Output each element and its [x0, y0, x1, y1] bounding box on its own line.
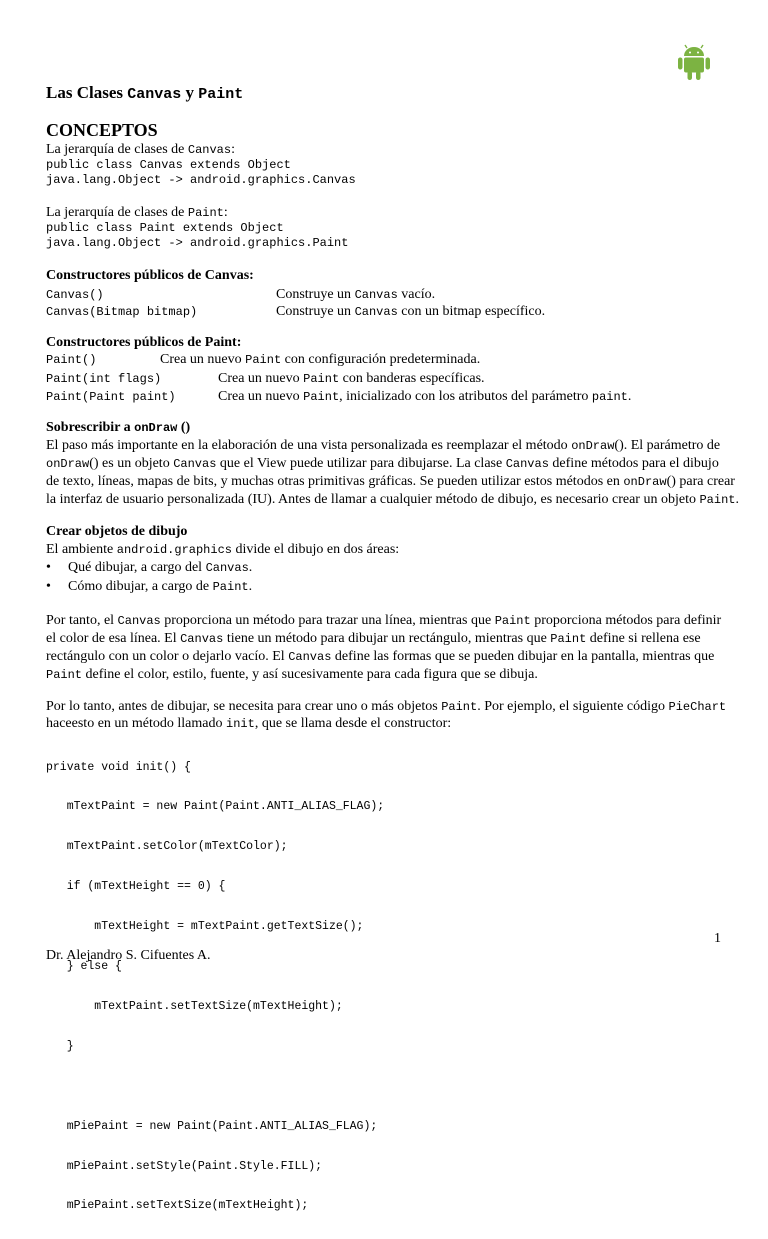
portanto-paragraph-line: Por tanto, el Canvas proporciona un método para trazar una línea, mientras que Paint proporciona métodos para definir — [46, 613, 722, 628]
crear-heading: Crear objetos de dibujo — [46, 524, 188, 539]
code-line: mPiePaint.setStyle(Paint.Style.FILL); — [46, 1159, 323, 1173]
list-item-text: Cómo dibujar, a cargo de Paint. — [68, 579, 253, 594]
canvas-hierarchy-text: La jerarquía de clases de Canvas: — [46, 142, 235, 157]
canvas-ctor-sig: Canvas() — [46, 288, 104, 302]
code-block — [46, 734, 384, 1239]
code-line: } else { — [46, 960, 122, 974]
paint-ctor-sig: Paint(Paint paint) — [46, 390, 176, 404]
ondraw-paragraph-line: onDraw() es un objeto Canvas que el View puede utilizar para dibujarse. La clase Canvas define métodos para el dibujo — [46, 456, 719, 471]
code-line — [46, 1080, 384, 1093]
canvas-chain: java.lang.Object -> android.graphics.Canvas — [46, 173, 356, 187]
paint-declaration: public class Paint extends Object — [46, 221, 284, 235]
bullet-icon: • — [46, 579, 51, 594]
code-line: } — [46, 1039, 74, 1053]
bullet-icon: • — [46, 560, 51, 575]
paint-ctor-sig: Paint(int flags) — [46, 372, 162, 386]
paint-chain: java.lang.Object -> android.graphics.Paint — [46, 236, 349, 250]
android-robot-icon — [677, 44, 711, 82]
code-line: mTextPaint.setTextSize(mTextHeight); — [46, 999, 343, 1013]
canvas-ctor-desc: Construye un Canvas con un bitmap específico. — [276, 304, 546, 319]
code-line: mTextHeight = mTextPaint.getTextSize(); — [46, 920, 364, 934]
section-heading-conceptos: CONCEPTOS — [46, 120, 158, 140]
ondraw-heading: Sobrescribir a onDraw () — [46, 420, 191, 435]
code-line: if (mTextHeight == 0) { — [46, 880, 226, 894]
page-number: 1 — [714, 931, 721, 946]
ondraw-paragraph-line: El paso más importante en la elaboración de una vista personalizada es reemplazar el método onDraw(). El parámetro de — [46, 438, 721, 453]
portanto-paragraph-line: el color de esa línea. El Canvas tiene un método para dibujar un rectángulo, mientras que Paint define si rellena ese — [46, 631, 701, 646]
paint-hierarchy-text: La jerarquía de clases de Paint: — [46, 205, 228, 220]
code-line: mTextPaint = new Paint(Paint.ANTI_ALIAS_FLAG); — [46, 800, 385, 814]
page-title: Las Clases Canvas y Paint — [46, 83, 244, 103]
canvas-declaration: public class Canvas extends Object — [46, 158, 291, 172]
ondraw-paragraph-line: la interfaz de usuario personalizada (IU). Antes de llamar a cualquier método de dibujo, es necesario crear un objeto Paint. — [46, 492, 739, 507]
portanto-paragraph-line: rectángulo con un color o dejarlo vacío. El Canvas define las formas que se pueden dibujar en la pantalla, mientras que — [46, 649, 715, 664]
code-line: mPiePaint.setTextSize(mTextHeight); — [46, 1199, 309, 1213]
list-item — [46, 560, 51, 576]
paint-ctor-desc: Crea un nuevo Paint con banderas específicas. — [218, 371, 485, 386]
paint-ctor-desc: Crea un nuevo Paint, inicializado con los atributos del parámetro paint. — [218, 389, 632, 404]
paint-ctors-heading: Constructores públicos de Paint: — [46, 335, 242, 350]
porlotanto-paragraph-line: haceesto en un método llamado init, que se llama desde el constructor: — [46, 716, 452, 731]
footer-author: Dr. Alejandro S. Cifuentes A. — [46, 948, 211, 963]
paint-ctor-desc: Crea un nuevo Paint con configuración predeterminada. — [160, 352, 481, 367]
code-line: mTextPaint.setColor(mTextColor); — [46, 840, 288, 854]
portanto-paragraph-line: Paint define el color, estilo, fuente, y así sucesivamente para cada figura que se dibuja. — [46, 667, 538, 682]
list-item-text: Qué dibujar, a cargo del Canvas. — [68, 560, 253, 575]
code-line: private void init() { — [46, 760, 191, 774]
porlotanto-paragraph-line: Por lo tanto, antes de dibujar, se necesita para crear uno o más objetos Paint. Por ejemplo, el siguiente código PieChart — [46, 699, 727, 714]
canvas-ctor-sig: Canvas(Bitmap bitmap) — [46, 305, 198, 319]
canvas-ctors-heading: Constructores públicos de Canvas: — [46, 268, 254, 283]
code-line: mPiePaint = new Paint(Paint.ANTI_ALIAS_FLAG); — [46, 1119, 378, 1133]
list-item — [46, 579, 51, 595]
canvas-ctor-desc: Construye un Canvas vacío. — [276, 287, 436, 302]
ondraw-paragraph-line: de texto, líneas, mapas de bits, y muchas otras primitivas gráficas. Se pueden utilizar estos métodos en onDraw() para crear — [46, 474, 735, 489]
crear-intro: El ambiente android.graphics divide el dibujo en dos áreas: — [46, 542, 400, 557]
paint-ctor-sig: Paint() — [46, 353, 97, 367]
